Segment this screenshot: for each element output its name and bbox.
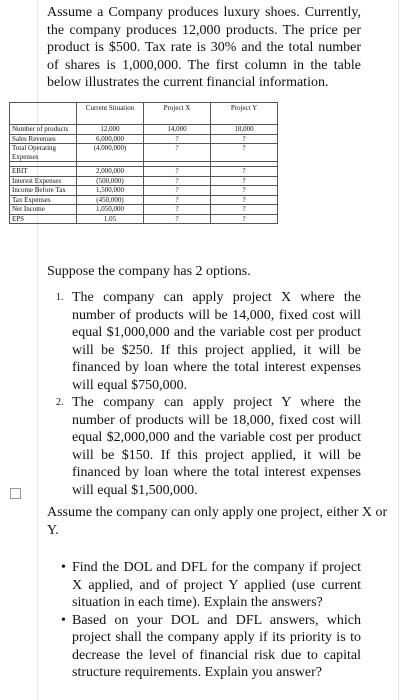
questions-list [61, 559, 361, 682]
cell-current: 2,000,000 [77, 167, 144, 177]
list-number: 2. [56, 397, 64, 408]
table-row [10, 125, 278, 135]
cell-current: 1,500,000 [77, 186, 144, 196]
row-label: Sales Revenues [10, 134, 77, 144]
table-row [10, 144, 278, 162]
row-label: Income Before Tax [10, 186, 77, 196]
cell-project-y: ? [211, 176, 278, 186]
cell-project-x: ? [144, 214, 211, 224]
list-item [61, 559, 361, 612]
cell-current: 12,000 [77, 125, 144, 135]
row-label: Tax Expenses [10, 195, 77, 205]
page-margin-rule-right [398, 0, 399, 700]
cell-current: (450,000) [77, 195, 144, 205]
table-header-project-x: Project X [144, 103, 211, 125]
cell-current: (4,000,000) [77, 144, 144, 162]
row-label: EBIT [10, 167, 77, 177]
list-item [56, 289, 361, 394]
cell-project-y: ? [211, 167, 278, 177]
bullet-icon: • [61, 612, 66, 628]
list-item [61, 612, 361, 682]
table-row [10, 195, 278, 205]
table-header-current: Current Situation [77, 103, 144, 125]
table-row [10, 134, 278, 144]
list-item [56, 394, 361, 499]
cell-current: (500,000) [77, 176, 144, 186]
cell-project-x: ? [144, 134, 211, 144]
intro-paragraph: Assume a Company produces luxury shoes. Currently, the company produces 12,000 products. The price per product is $500. Tax rate is 30% and the total number of shares is 1,000,000. The first column in the table below illustrates the current financial information. [47, 5, 361, 90]
cell-project-x: ? [144, 205, 211, 215]
suppose-paragraph: Suppose the company has 2 options. [47, 264, 251, 279]
question-text: Based on your DOL and DFL answers, which project shall the company apply if its priority is to decrease the level of financial risk due to capital structure requirements. Explain you answer? [72, 612, 361, 680]
table-header-empty [10, 103, 77, 125]
cell-project-x: ? [144, 167, 211, 177]
options-list [56, 289, 361, 499]
row-label: Net Income [10, 205, 77, 215]
table-row [10, 176, 278, 186]
cell-project-x: ? [144, 144, 211, 162]
cell-current: 1.05 [77, 214, 144, 224]
row-label: EPS [10, 214, 77, 224]
cell-project-y: ? [211, 205, 278, 215]
financial-table [9, 102, 278, 224]
assume-paragraph: Assume the company can only apply one project, either X or Y. [47, 505, 388, 538]
option-text: The company can apply project Y where the number of products will be 18,000, fixed cost will equal $2,000,000 and the variable cost per product will be $150. If this project applied, it will be financed by loan where the total interest expenses will equal $1,500,000. [72, 395, 361, 498]
cell-project-y: ? [211, 186, 278, 196]
table-row [10, 205, 278, 215]
table-header-row [10, 103, 278, 125]
cell-project-x: ? [144, 176, 211, 186]
table-row [10, 186, 278, 196]
table-row [10, 167, 278, 177]
table-row [10, 214, 278, 224]
question-text: Find the DOL and DFL for the company if project X applied, and of project Y applied (use current situation in each time). Explain the answers? [72, 560, 361, 610]
bullet-icon: • [61, 560, 66, 575]
cell-project-x: ? [144, 195, 211, 205]
cell-project-x: 14,000 [144, 125, 211, 135]
cell-project-y: ? [211, 144, 278, 162]
checkbox-icon[interactable] [10, 488, 21, 499]
option-text: The company can apply project X where the number of products will be 14,000, fixed cost will equal $1,000,000 and the variable cost per product will be $250. If this project applied, it will be financed by loan where the total interest expenses will equal $750,000. [72, 290, 361, 393]
row-label: Number of products [10, 125, 77, 135]
row-label: Total Operating Expenses [10, 144, 77, 162]
cell-project-y: ? [211, 195, 278, 205]
cell-project-y: 18,000 [211, 125, 278, 135]
cell-project-y: ? [211, 134, 278, 144]
cell-project-x: ? [144, 186, 211, 196]
list-number: 1. [56, 292, 64, 303]
table-header-project-y: Project Y [211, 103, 278, 125]
row-label: Interest Expenses [10, 176, 77, 186]
cell-current: 6,000,000 [77, 134, 144, 144]
cell-current: 1,050,000 [77, 205, 144, 215]
cell-project-y: ? [211, 214, 278, 224]
